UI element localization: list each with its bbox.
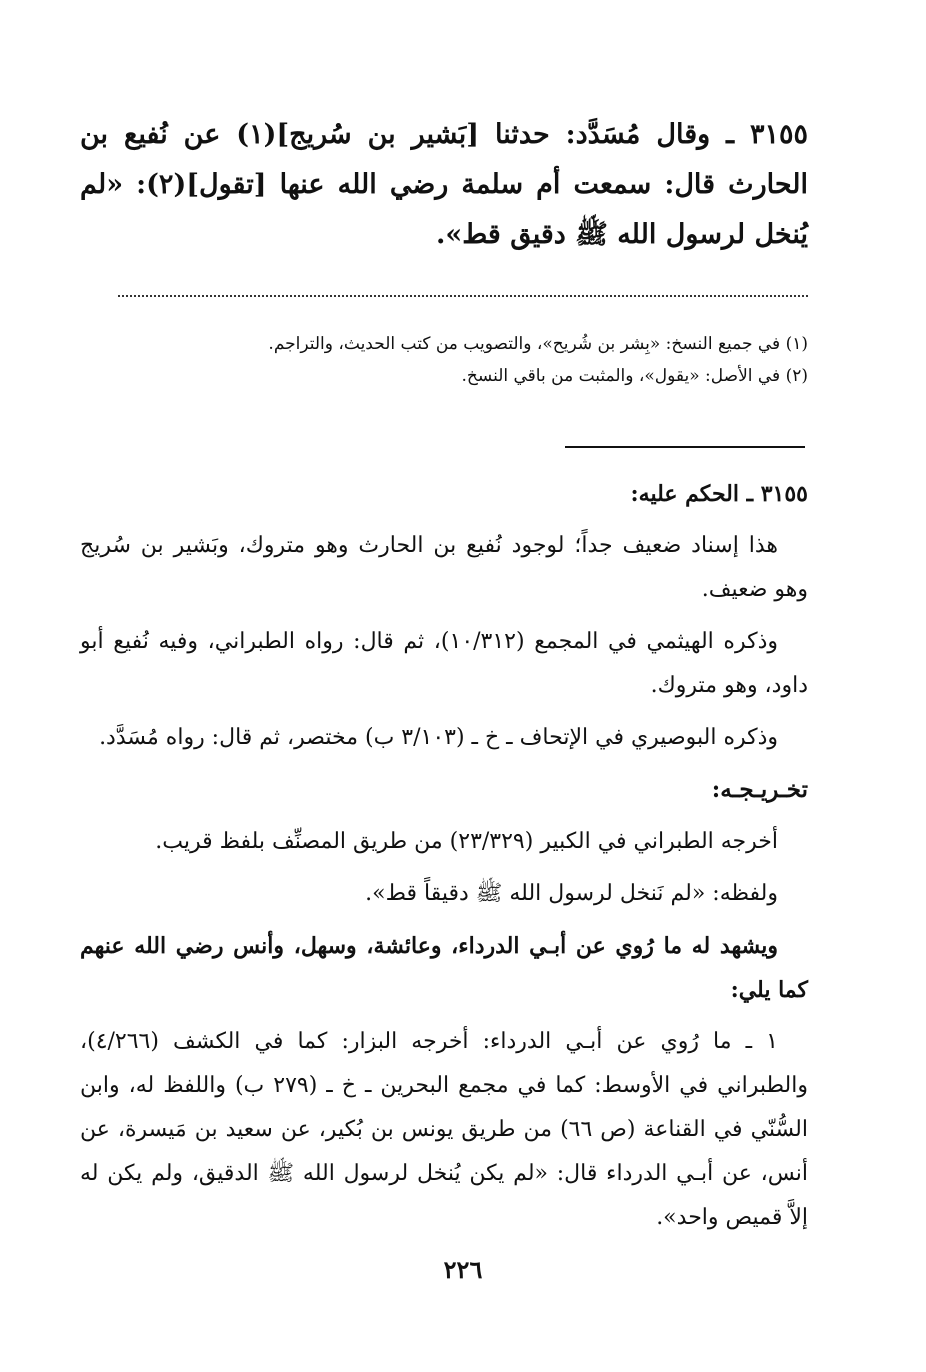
footnotes [118, 328, 808, 392]
section-divider [565, 446, 805, 448]
ruling-paragraph-3: وذكره البوصيري في الإتحاف ـ خ ـ (٣/١٠٣ ب) مختصر، ثم قال: رواه مُسَدَّد. [99, 725, 778, 750]
footnote-1: (١) في جميع النسخ: «بِشر بن شُريح»، والتصويب من كتب الحديث، والتراجم. [268, 334, 808, 354]
ruling-paragraph-1: هذا إسناد ضعيف جداً؛ لوجود نُفيع بن الحارث وهو متروك، وبَشير بن سُريج وهو ضعيف. [80, 533, 808, 602]
ruling-paragraph-2: وذكره الهيثمي في المجمع (١٠/٣١٢)، ثم قال: رواه الطبراني، وفيه نُفيع أبو داود، وهو متروك. [80, 629, 808, 698]
hadith-text: ٣١٥٥ ـ وقال مُسَدَّد: حدثنا [بَشير بن سُريج](١) عن نُفيع بن الحارث قال: سمعت أم سلمة رضي الله عنها [تقول](٢): «لم يُنخل لرسول الله ﷺ دقيق قط». [80, 119, 809, 250]
commentary [80, 472, 808, 1248]
takhrij-paragraph-4: ١ ـ ما رُوي عن أبـي الدرداء: أخرجه البزار: كما في الكشف (٤/٢٦٦)، والطبراني في الأوسط: كما في مجمع البحرين ـ خ ـ (٢٧٩ ب) واللفظ له، وابن السُّنّي في القناعة (ص ٦٦) من طريق يونس بن بُكير، عن سعيد بن مَيسرة، عن أنس، عن أبـي الدرداء قال: «لم يكن يُنخل لرسول الله ﷺ الدقيق، ولم يكن له إلاَّ قميص واحد». [80, 1029, 808, 1230]
footnote-2: (٢) في الأصل: «يقول»، والمثبت من باقي النسخ. [461, 366, 808, 386]
footnote-separator [118, 295, 808, 297]
takhrij-paragraph-2: ولفظه: «لم نَنخل لرسول الله ﷺ دقيقاً قط». [365, 881, 778, 906]
takhrij-paragraph-1: أخرجه الطبراني في الكبير (٢٣/٣٢٩) من طريق المصنِّف بلفظ قريب. [155, 829, 778, 854]
takhrij-heading: تخـريـجـه: [711, 776, 808, 803]
ruling-heading: ٣١٥٥ ـ الحكم عليه: [630, 481, 808, 507]
takhrij-paragraph-3: ويشهد له ما رُوي عن أبـي الدرداء، وعائشة، وسهل، وأنس رضي الله عنهم كما يلي: [80, 933, 808, 1003]
page-number: ٢٢٦ [443, 1255, 483, 1284]
